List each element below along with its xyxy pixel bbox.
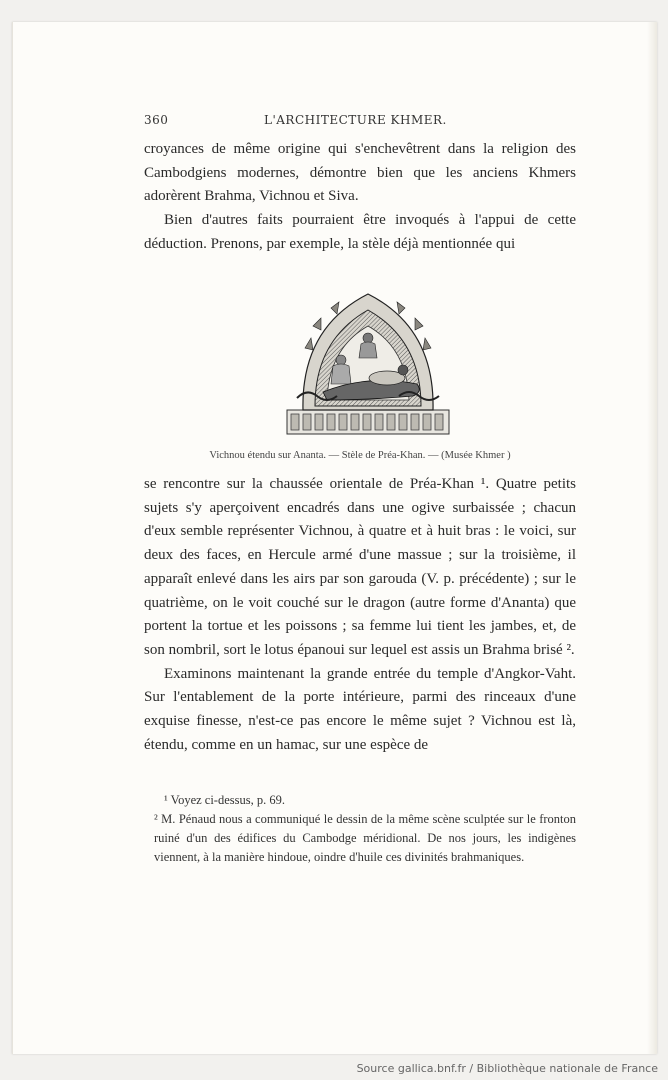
stele-engraving bbox=[283, 288, 453, 438]
page-edge-shadow bbox=[647, 22, 657, 1054]
paragraph: croyances de même origine qui s'enchevêtrent dans la religion des Cambodgiens modernes, démontre bien que les anciens Khmers adorèrent Brahma, Vichnou et Siva. bbox=[144, 141, 576, 205]
source-link[interactable]: Source gallica.bnf.fr / Bibliothèque nationale de France bbox=[356, 1062, 658, 1075]
footnote-2: ² M. Pénaud nous a communiqué le dessin de la même scène sculptée sur le fronton ruiné d'un des édifices du Cambodge méridional. De nos jours, les indigènes viennent, à la manière hindoue, oindre d'huile ces divinités brahmaniques. bbox=[154, 812, 576, 864]
text-block-bottom bbox=[144, 473, 576, 757]
paragraph: se rencontre sur la chaussée orientale de Préa-Khan ¹. Quatre petits sujets s'y aperçoivent encadrés dans une ogive surbaissée ; chacun d'eux semble représenter Vichnou, à quatre et à huit bras : le voici, sur deux des faces, en Hercule armé d'une massue ; sur la troisième, il apparaît enlevé dans les airs par son garouda (V. p. précédente) ; sur le quatrième, on le voit couché sur le dragon (autre forme d'Ananta) que portent la tortue et les poissons ; sa femme lui tient les jambes, et, de son nombril, sort le lotus épanoui sur lequel est assis un Brahma brisé ². bbox=[144, 476, 576, 658]
running-title: L'ARCHITECTURE KHMER. bbox=[264, 113, 447, 127]
figure-caption: Vichnou étendu sur Ananta. — Stèle de Préa-Khan. — (Musée Khmer ) bbox=[209, 450, 511, 461]
footnotes bbox=[154, 791, 576, 867]
page-number: 360 bbox=[144, 113, 169, 127]
footnote-1: ¹ Voyez ci-dessus, p. 69. bbox=[164, 793, 285, 807]
source-bar bbox=[0, 1056, 668, 1080]
vishnu-stele-illustration bbox=[283, 288, 453, 438]
text-block-top bbox=[144, 138, 576, 257]
paragraph: Bien d'autres faits pourraient être invoqués à l'appui de cette déduction. Prenons, par exemple, la stèle déjà mentionnée qui bbox=[144, 212, 576, 252]
paragraph: Examinons maintenant la grande entrée du temple d'Angkor-Vaht. Sur l'entablement de la porte intérieure, parmi des rinceaux d'une exquise finesse, n'est-ce pas encore le même sujet ? Vichnou est là, étendu, comme en un hamac, sur une espèce de bbox=[144, 665, 576, 753]
